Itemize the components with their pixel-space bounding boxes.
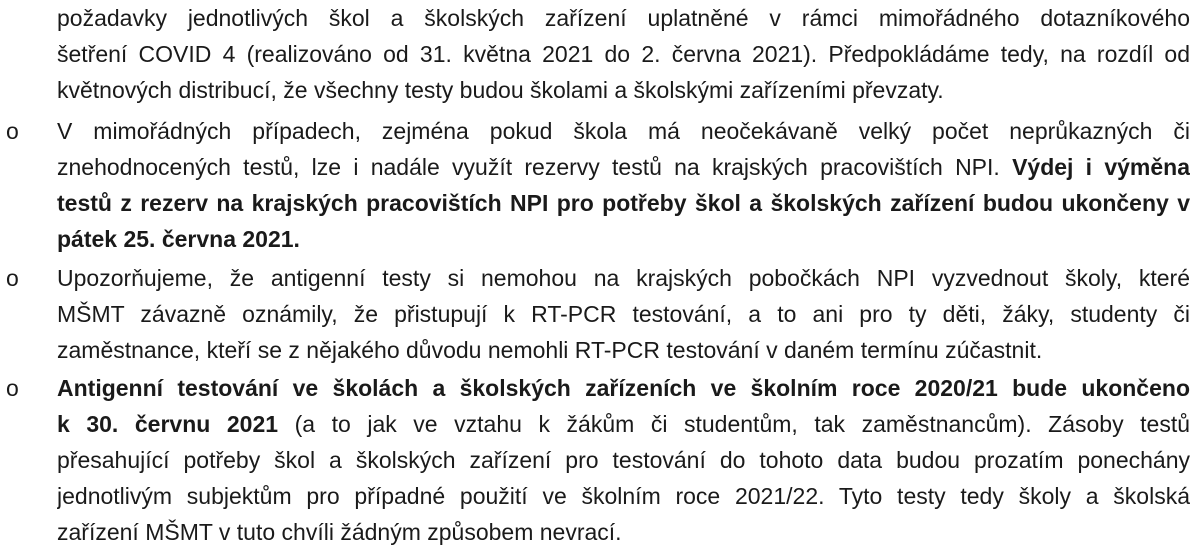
text-line — [57, 36, 1190, 72]
bullet-marker: o — [6, 375, 19, 401]
text-run: (a to jak ve vztahu k žákům či studentům, tak zaměstnancům). Zásoby testů — [294, 411, 1190, 437]
text-line — [57, 113, 1190, 149]
text-line — [57, 185, 1190, 221]
text-line — [57, 72, 1190, 108]
text-run: Upozorňujeme, že antigenní testy si nemohou na krajských pobočkách NPI vyzvednout školy, které — [57, 265, 1190, 291]
text-run: požadavky jednotlivých škol a školských zařízení uplatněné v rámci mimořádného dotazníkového — [57, 5, 1190, 31]
text-line — [57, 442, 1190, 478]
text-run: V mimořádných případech, zejména pokud škola má neočekávaně velký počet neprůkazných či — [57, 118, 1190, 144]
text-line — [57, 514, 1190, 550]
text-line — [57, 478, 1190, 514]
bold-text-run: Antigenní testování ve školách a školských zařízeních ve školním roce 2020/21 bude ukončeno — [57, 375, 1190, 401]
text-line — [57, 149, 1190, 185]
text-run: šetření COVID 4 (realizováno od 31. května 2021 do 2. června 2021). Předpokládáme tedy, na rozdíl od — [57, 41, 1190, 67]
text-line — [57, 0, 1190, 36]
bold-text-run: testů z rezerv na krajských pracovištích NPI pro potřeby škol a školských zařízení budou ukončeny v — [57, 190, 1190, 216]
text-run: MŠMT závazně oznámily, že přistupují k RT-PCR testování, a to ani pro ty děti, žáky, studenty či — [57, 301, 1190, 327]
bullet-marker: o — [6, 118, 19, 144]
bullet-marker: o — [6, 265, 19, 291]
bold-text-run: k 30. červnu 2021 — [57, 411, 279, 437]
text-line — [57, 221, 1190, 257]
text-run: jednotlivým subjektům pro případné použití ve školním roce 2021/22. Tyto testy tedy školy a školská — [57, 483, 1190, 509]
text-run: zařízení MŠMT v tuto chvíli žádným způsobem nevrací. — [57, 519, 622, 545]
text-run: přesahující potřeby škol a školských zařízení pro testování do tohoto data budou prozatím ponechány — [57, 447, 1190, 473]
text-line — [57, 370, 1190, 406]
text-run: květnových distribucí, že všechny testy budou školami a školskými zařízeními převzaty. — [57, 77, 944, 103]
text-line — [57, 260, 1190, 296]
bold-text-run: pátek 25. června 2021. — [57, 226, 300, 252]
bold-text-run: Výdej i výměna — [1012, 154, 1190, 180]
text-line — [57, 296, 1190, 332]
text-line — [57, 406, 1190, 442]
text-run: znehodnocených testů, lze i nadále využít rezervy testů na krajských pracovištích NPI. — [57, 154, 1000, 180]
text-line — [57, 332, 1190, 368]
text-run: zaměstnance, kteří se z nějakého důvodu nemohli RT-PCR testování v daném termínu zúčastnit. — [57, 337, 1043, 363]
